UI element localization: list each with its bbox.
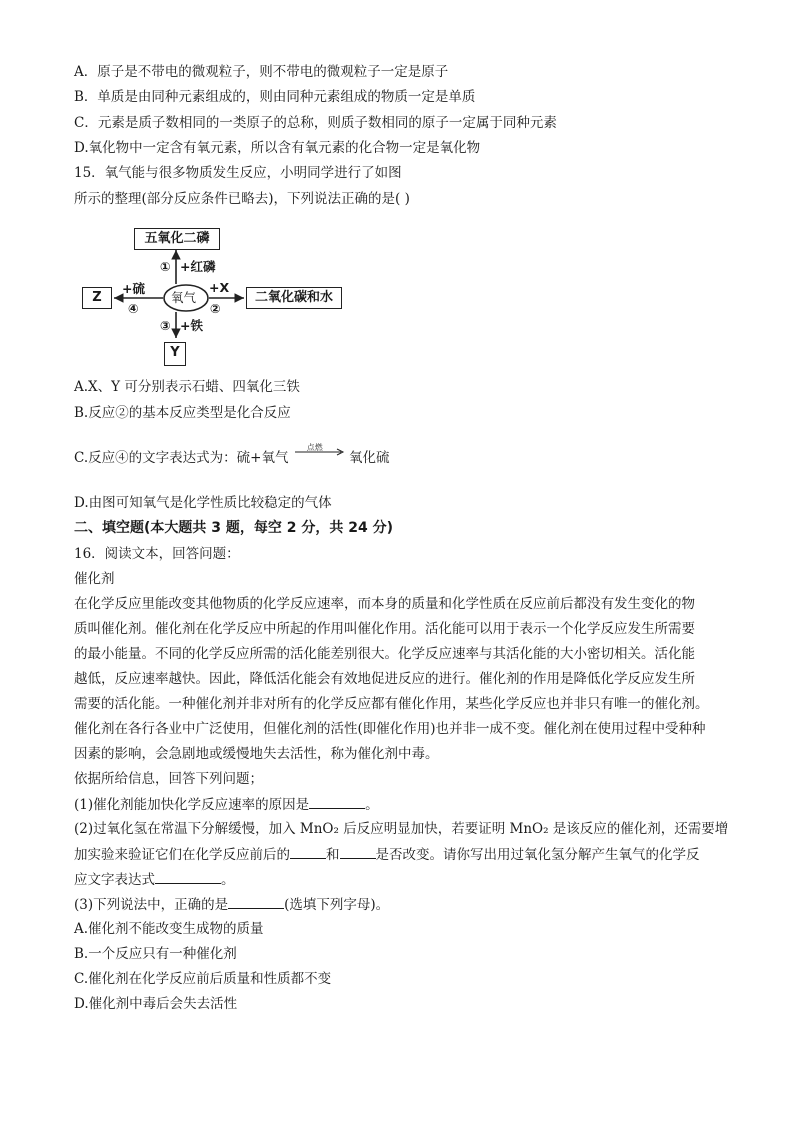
q16-sub2-text-e: 。 bbox=[221, 872, 235, 888]
q14-option-a: A．原子是不带电的微观粒子，则不带电的微观粒子一定是原子 bbox=[74, 64, 449, 80]
q15-option-c bbox=[74, 443, 390, 468]
q16-para-line: 因素的影响，会急剧地或缓慢地失去活性，称为催化剂中毒。 bbox=[74, 746, 439, 762]
reaction-4-reagent: +硫 bbox=[122, 281, 145, 296]
q15-stem-line2: 所示的整理(部分反应条件已略去)，下列说法正确的是( ) bbox=[74, 191, 410, 207]
q16-sub3 bbox=[74, 894, 389, 915]
answer-blank[interactable] bbox=[228, 894, 284, 909]
answer-blank[interactable] bbox=[340, 844, 376, 859]
reaction-2-number: ② bbox=[210, 301, 221, 316]
product-z-box: Z bbox=[82, 287, 112, 309]
right-arrow-icon bbox=[293, 448, 345, 468]
q15-option-c-product: 氧化硫 bbox=[349, 450, 390, 466]
q14-option-d: D.氧化物中一定含有氧元素，所以含有氧元素的化合物一定是氧化物 bbox=[74, 140, 481, 156]
q16-sub2-text-c: 是否改变。请你写出用过氧化氢分解产生氧气的化学反 bbox=[375, 847, 700, 863]
q15-stem-line1: 15．氧气能与很多物质发生反应，小明同学进行了如图 bbox=[74, 165, 402, 181]
q16-option-d: D.催化剂中毒后会失去活性 bbox=[74, 996, 238, 1012]
q16-para-line: 的最小能量。不同的化学反应所需的活化能差别很大。化学反应速率与其活化能的大小密切相关。活化能 bbox=[74, 646, 695, 662]
section-title: 二、填空题(本大题共 3 题，每空 2 分，共 24 分) bbox=[74, 520, 394, 536]
answer-blank[interactable] bbox=[290, 844, 326, 859]
product-co2-water-box: 二氧化碳和水 bbox=[246, 287, 342, 309]
q15-option-d: D.由图可知氧气是化学性质比较稳定的气体 bbox=[74, 495, 332, 511]
reaction-3-number: ③ bbox=[160, 318, 171, 333]
q16-sub2-line2 bbox=[74, 844, 700, 865]
q16-option-b: B.一个反应只有一种催化剂 bbox=[74, 946, 237, 962]
reaction-arrow bbox=[293, 443, 345, 468]
q16-sub2-line3 bbox=[74, 869, 235, 890]
q16-para-line: 质叫催化剂。催化剂在化学反应中所起的作用叫催化作用。活化能可以用于表示一个化学反应发生所需要 bbox=[74, 621, 695, 637]
q15-option-b: B.反应②的基本反应类型是化合反应 bbox=[74, 405, 291, 421]
q16-option-a: A.催化剂不能改变生成物的质量 bbox=[74, 921, 264, 937]
oxygen-reaction-diagram bbox=[76, 218, 346, 370]
answer-blank[interactable] bbox=[155, 869, 221, 884]
q16-sub2-text-b: 和 bbox=[326, 847, 340, 863]
q16-option-c: C.催化剂在化学反应前后质量和性质都不变 bbox=[74, 971, 332, 987]
q16-para-line: 催化剂在各行各业中广泛使用，但催化剂的活性(即催化作用)也并非一成不变。催化剂在使用过程中受种种 bbox=[74, 721, 706, 737]
q16-prompt: 依据所给信息，回答下列问题； bbox=[74, 771, 263, 787]
product-y-box: Y bbox=[164, 342, 186, 366]
q16-para-line: 需要的活化能。一种催化剂并非对所有的化学反应都有催化作用，某些化学反应也并非只有唯一的催化剂。 bbox=[74, 696, 709, 712]
center-oxygen-label: 氧气 bbox=[171, 290, 197, 305]
q16-sub2-text-d: 应文字表达式 bbox=[74, 872, 155, 888]
q16-sub1-text: (1)催化剂能加快化学反应速率的原因是 bbox=[74, 797, 310, 813]
reaction-1-number: ① bbox=[160, 259, 171, 274]
q16-intro: 16．阅读文本，回答问题： bbox=[74, 546, 240, 562]
q16-sub3-text: (3)下列说法中，正确的是 bbox=[74, 897, 229, 913]
q16-para-line: 越低，反应速率越快。因此，降低活化能会有效地促进反应的进行。催化剂的作用是降低化学反应发生所 bbox=[74, 671, 695, 687]
answer-blank[interactable] bbox=[309, 794, 365, 809]
reaction-3-reagent: +铁 bbox=[180, 318, 203, 333]
q16-sub1 bbox=[74, 794, 379, 815]
reaction-1-reagent: +红磷 bbox=[180, 259, 216, 274]
q16-para-line: 在化学反应里能改变其他物质的化学反应速率，而本身的质量和化学性质在反应前后都没有发生变化的物 bbox=[74, 596, 695, 612]
q14-option-b: B．单质是由同种元素组成的，则由同种元素组成的物质一定是单质 bbox=[74, 89, 476, 105]
q16-sub1-end: 。 bbox=[365, 797, 379, 813]
q16-sub2-text-a: 加实验来验证它们在化学反应前后的 bbox=[74, 847, 290, 863]
ignite-condition: 点燃 bbox=[306, 443, 323, 452]
reaction-2-reagent: +X bbox=[209, 280, 230, 295]
q16-sub3-end: (选填下列字母)。 bbox=[284, 897, 390, 913]
q15-option-c-prefix: C.反应④的文字表达式为：硫+氧气 bbox=[74, 450, 289, 466]
reaction-4-number: ④ bbox=[128, 301, 139, 316]
q16-heading: 催化剂 bbox=[74, 571, 115, 587]
q16-sub2-line1: (2)过氧化氢在常温下分解缓慢，加入 MnO₂ 后反应明显加快，若要证明 MnO₂ 是该反应的催化剂，还需要增 bbox=[74, 821, 729, 837]
product-p2o5-box: 五氧化二磷 bbox=[134, 228, 220, 250]
q14-option-c: C．元素是质子数相同的一类原子的总称，则质子数相同的原子一定属于同种元素 bbox=[74, 115, 557, 131]
q15-option-a: A.X、Y 可分别表示石蜡、四氧化三铁 bbox=[74, 379, 300, 395]
